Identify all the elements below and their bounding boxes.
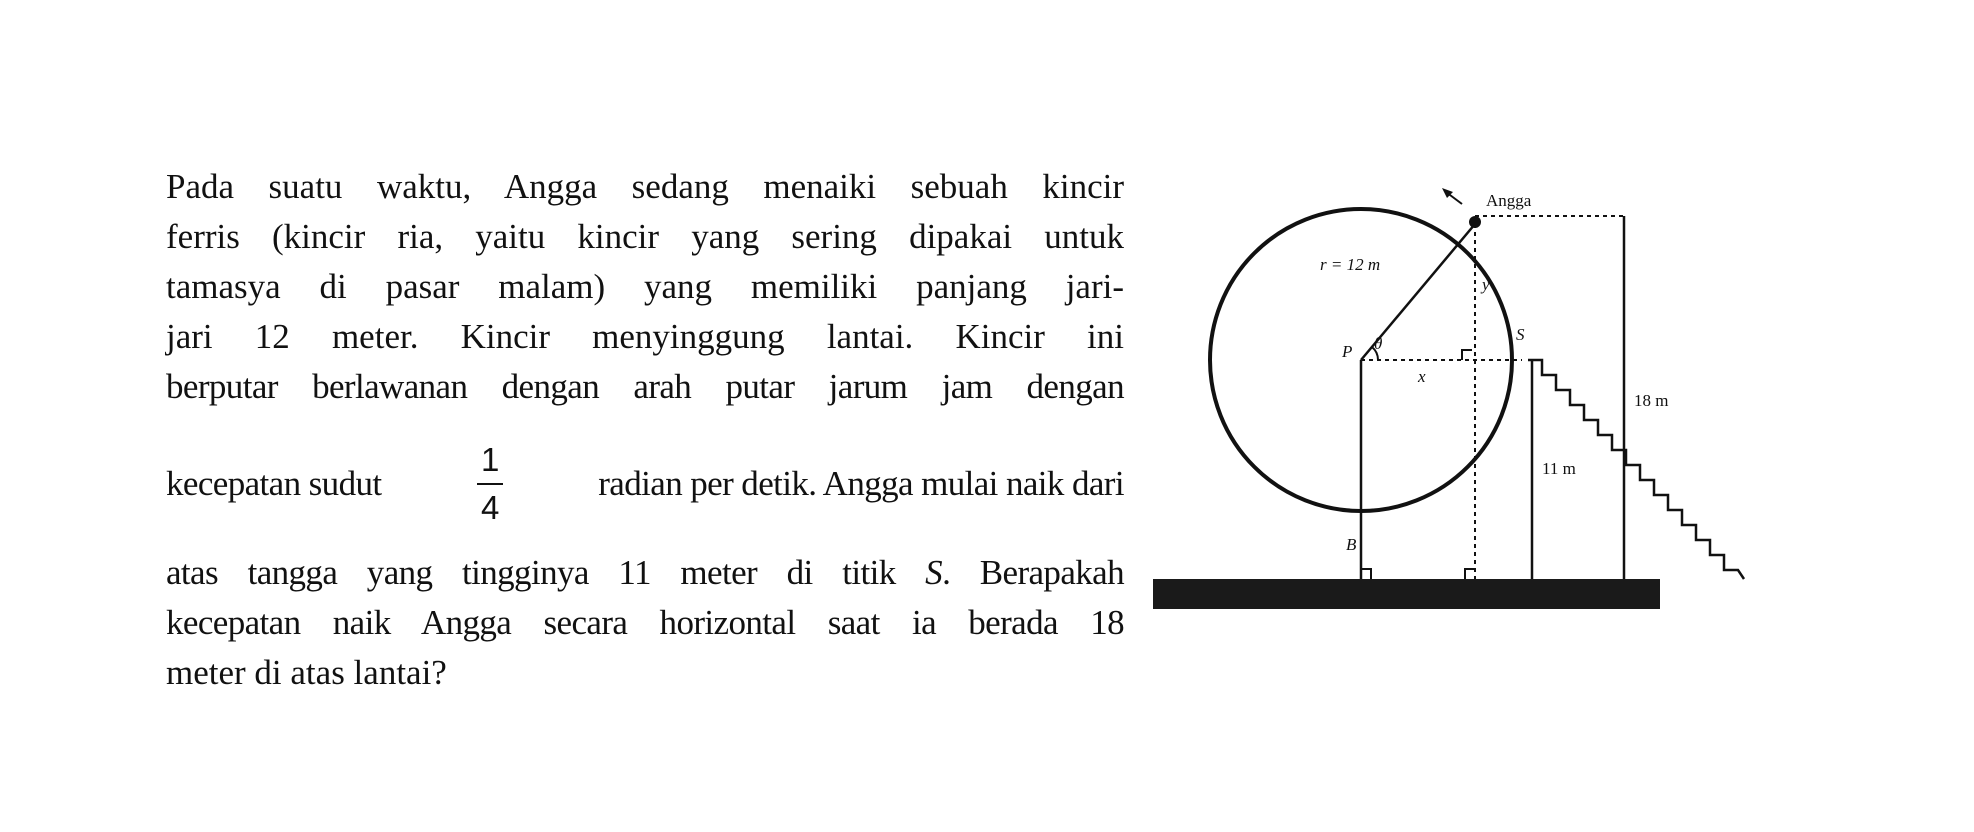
fraction-numerator: 1 — [480, 441, 499, 478]
label-b: B — [1346, 535, 1357, 554]
point-s-ref: S — [925, 553, 943, 592]
problem-line-8: kecepatan naik Angga secara horizontal saat ia berada 18 — [166, 603, 1124, 642]
ground-floor — [1153, 579, 1660, 609]
problem-text — [166, 162, 1124, 698]
problem-line-3: tamasya di pasar malam) yang memiliki panjang jari- — [166, 267, 1124, 306]
angga-dot — [1469, 216, 1481, 228]
problem-line-5: berputar berlawanan dengan arah putar jarum jam dengan — [166, 367, 1124, 406]
label-p: P — [1342, 342, 1353, 361]
ferris-wheel-diagram — [1150, 150, 1810, 620]
fraction-bar — [477, 483, 503, 485]
problem-line-7-text: atas tangga yang tingginya 11 meter di titik — [166, 553, 896, 592]
angular-speed-unit-text: radian per detik. Angga mulai naik dari — [598, 464, 1124, 503]
right-angle-mark-b — [1361, 569, 1371, 579]
problem-line-2: ferris (kincir ria, yaitu kincir yang sering dipakai untuk — [166, 217, 1124, 256]
angular-speed-fraction — [477, 440, 503, 528]
problem-line-7-end: . Berapakah — [942, 553, 1125, 592]
right-angle-mark-ground — [1465, 569, 1475, 579]
problem-line-9: meter di atas lantai? — [166, 653, 447, 692]
angular-speed-label: kecepatan sudut — [166, 464, 382, 503]
label-angga: Angga — [1486, 191, 1532, 210]
label-theta: θ — [1374, 334, 1383, 353]
label-s: S — [1516, 325, 1525, 344]
label-x: x — [1418, 367, 1426, 386]
label-11m: 11 m — [1542, 459, 1576, 478]
label-radius: r = 12 m — [1320, 255, 1381, 274]
label-18m: 18 m — [1634, 391, 1669, 410]
fraction-denominator: 4 — [480, 489, 499, 526]
problem-line-4: jari 12 meter. Kincir menyinggung lantai. Kincir ini — [166, 317, 1124, 356]
right-angle-mark-top — [1462, 350, 1472, 360]
problem-line-6 — [166, 424, 1124, 544]
label-y: y — [1482, 275, 1490, 294]
problem-line-1: Pada suatu waktu, Angga sedang menaiki sebuah kincir — [166, 167, 1124, 206]
problem-line-7 — [166, 548, 1124, 598]
